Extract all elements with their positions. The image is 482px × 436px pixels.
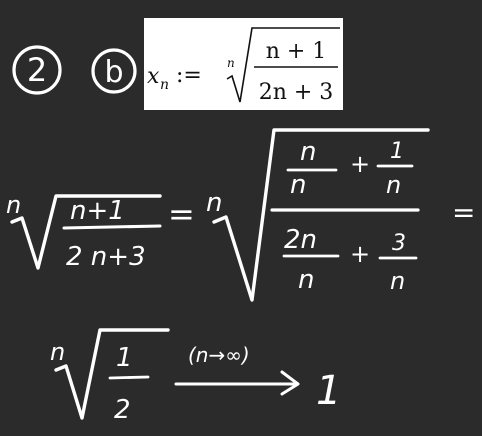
line1-top-plus: + bbox=[350, 150, 371, 178]
line1-bottom-frac-num: 2n bbox=[284, 225, 318, 255]
line1-big-root-index: n bbox=[206, 188, 223, 218]
line1-bottom-plus: + bbox=[350, 240, 371, 268]
line1-top-frac-den: n bbox=[290, 170, 307, 200]
line1-trailing-equals: = bbox=[452, 196, 476, 229]
line1-bottom-frac-den: n bbox=[298, 265, 315, 295]
line1-equals: = bbox=[168, 195, 195, 233]
line2-limit-condition: (n→∞) bbox=[188, 343, 250, 367]
problem-number: 2 bbox=[26, 51, 48, 89]
line2-denominator: 2 bbox=[114, 395, 131, 425]
definition-assign: := bbox=[176, 63, 202, 88]
definition-lhs-subscript: n bbox=[160, 77, 170, 93]
line2-limit-value: 1 bbox=[316, 368, 342, 414]
line1-fraction-bar bbox=[64, 226, 160, 228]
line2-numerator: 1 bbox=[116, 343, 133, 373]
line1-top-frac-num: n bbox=[300, 137, 317, 167]
definition-lhs: x bbox=[147, 64, 160, 89]
line1-bottom-frac2-num: 3 bbox=[392, 231, 406, 256]
line1-numerator: n+1 bbox=[70, 196, 125, 226]
part-letter: b bbox=[104, 55, 124, 90]
line2-radical-sign bbox=[56, 330, 168, 418]
line1-top-frac2-den: n bbox=[386, 171, 402, 199]
line2-root-index: n bbox=[50, 338, 66, 366]
line1-top-frac2-num: 1 bbox=[390, 139, 404, 164]
definition-numerator: n + 1 bbox=[265, 39, 327, 64]
line1-denominator: 2 n+3 bbox=[66, 242, 146, 272]
line2-fraction-bar bbox=[110, 377, 148, 378]
definition-root-index: n bbox=[227, 56, 235, 70]
line1-bottom-frac2-den: n bbox=[390, 267, 406, 295]
line1-root-index: n bbox=[6, 191, 22, 219]
definition-denominator: 2n + 3 bbox=[258, 80, 334, 105]
